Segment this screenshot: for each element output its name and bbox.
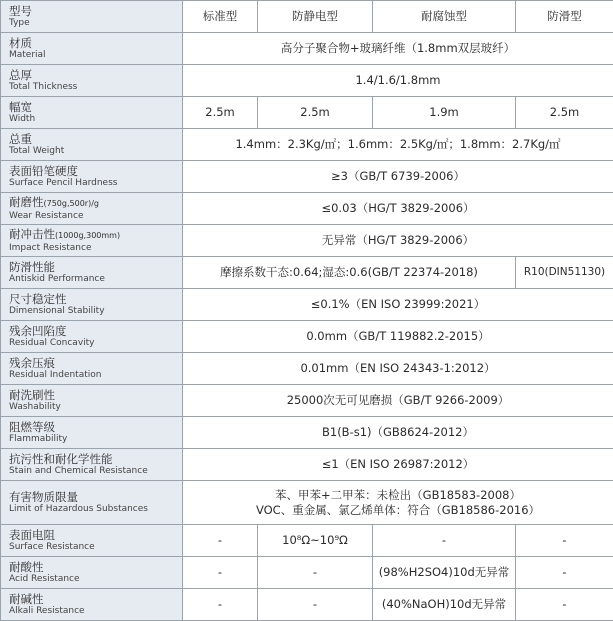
row-label <box>1 257 183 289</box>
row-label <box>1 525 183 557</box>
row-material <box>1 33 613 65</box>
label-zh-note: (1000g,300mm) <box>55 231 120 240</box>
label-en: Flammability <box>9 434 182 445</box>
label-zh-main: 耐冲击性 <box>9 227 55 241</box>
label-en: Acid Resistance <box>9 574 182 585</box>
label-zh: 抗污性和耐化学性能 <box>9 452 182 466</box>
label-en: Wear Resistance <box>9 211 182 222</box>
label-en: Washability <box>9 402 182 413</box>
row-label <box>1 289 183 321</box>
cell-antiskid: - <box>516 525 613 557</box>
row-label <box>1 193 183 225</box>
row-antiskid <box>1 257 613 289</box>
row-surface-resistance <box>1 525 613 557</box>
row-dimensional-stability <box>1 289 613 321</box>
cell-antiskid: R10(DIN51130) <box>516 257 613 289</box>
row-wear <box>1 193 613 225</box>
cell-antistatic: - <box>258 589 373 621</box>
cell-antiskid: - <box>516 557 613 589</box>
label-en: Stain and Chemical Resistance <box>9 466 182 477</box>
row-flammability <box>1 417 613 449</box>
value-line: 苯、甲苯+二甲苯：未检出（GB18583-2008） <box>183 488 613 503</box>
label-zh: 总重 <box>9 132 182 146</box>
label-en: Surface Resistance <box>9 542 182 553</box>
cell-antistatic: 10⁸Ω~10⁹Ω <box>258 525 373 557</box>
row-impact <box>1 225 613 257</box>
label-zh: 型号 <box>9 4 182 18</box>
label-en: Total Thickness <box>9 82 182 93</box>
row-label <box>1 417 183 449</box>
label-en: Impact Resistance <box>9 243 182 254</box>
header-row <box>1 1 613 33</box>
cell-antistatic: 2.5m <box>258 97 373 129</box>
label-en: Width <box>9 114 182 125</box>
cell-corrosion: (98%H2SO4)10d无异常 <box>373 557 516 589</box>
row-value: ≤0.03（HG/T 3829-2006） <box>183 193 613 225</box>
row-label <box>1 385 183 417</box>
cell-corrosion: - <box>373 525 516 557</box>
row-value: 1.4mm：2.3Kg/㎡；1.6mm：2.5Kg/㎡；1.8mm：2.7Kg/㎡ <box>183 129 613 161</box>
row-value: 25000次无可见磨损（GB/T 9266-2009） <box>183 385 613 417</box>
row-label <box>1 1 183 33</box>
label-zh: 防滑性能 <box>9 260 182 274</box>
cell-standard: - <box>183 589 258 621</box>
label-zh-note: (750g,500r)/g <box>44 199 99 208</box>
label-zh: 有害物质限量 <box>9 490 182 504</box>
cell-antiskid: - <box>516 589 613 621</box>
row-label <box>1 129 183 161</box>
row-label <box>1 557 183 589</box>
row-width <box>1 97 613 129</box>
row-value: ≥3（GB/T 6739-2006） <box>183 161 613 193</box>
row-value: 高分子聚合物+玻璃纤维（1.8mm双层玻纤） <box>183 33 613 65</box>
label-en: Total Weight <box>9 146 182 157</box>
row-weight <box>1 129 613 161</box>
label-zh: 表面电阻 <box>9 528 182 542</box>
label-zh: 总厚 <box>9 68 182 82</box>
col-header-corrosion: 耐腐蚀型 <box>373 1 516 33</box>
label-en: Residual Indentation <box>9 370 182 381</box>
col-header-antiskid: 防滑型 <box>516 1 613 33</box>
label-zh: 残余凹陷度 <box>9 324 182 338</box>
cell-standard: 2.5m <box>183 97 258 129</box>
row-residual-concavity <box>1 321 613 353</box>
row-value <box>183 481 613 525</box>
row-label <box>1 449 183 481</box>
label-zh: 耐碱性 <box>9 592 182 606</box>
row-alkali-resistance <box>1 589 613 621</box>
label-en: Type <box>9 18 182 29</box>
row-value: 0.01mm（EN ISO 24343-1:2012） <box>183 353 613 385</box>
row-value: 0.0mm（GB/T 119882.2-2015） <box>183 321 613 353</box>
row-value: ≤1（EN ISO 26987:2012） <box>183 449 613 481</box>
row-label <box>1 589 183 621</box>
row-label <box>1 65 183 97</box>
row-label <box>1 321 183 353</box>
row-thickness <box>1 65 613 97</box>
row-label <box>1 481 183 525</box>
row-label <box>1 353 183 385</box>
row-label <box>1 225 183 257</box>
label-zh: 残余压痕 <box>9 356 182 370</box>
row-label <box>1 97 183 129</box>
row-value: B1(B-s1)（GB8624-2012） <box>183 417 613 449</box>
row-label <box>1 33 183 65</box>
label-en: Alkali Resistance <box>9 606 182 617</box>
row-pencil-hardness <box>1 161 613 193</box>
cell-corrosion: (40%NaOH)10d无异常 <box>373 589 516 621</box>
row-hazardous <box>1 481 613 525</box>
cell-antiskid: 2.5m <box>516 97 613 129</box>
row-value: 1.4/1.6/1.8mm <box>183 65 613 97</box>
label-zh: 耐酸性 <box>9 560 182 574</box>
row-washability <box>1 385 613 417</box>
label-en: Antiskid Performance <box>9 274 182 285</box>
label-zh: 尺寸稳定性 <box>9 292 182 306</box>
label-en: Limit of Hazardous Substances <box>9 504 182 515</box>
cell-standard: - <box>183 525 258 557</box>
col-header-antistatic: 防静电型 <box>258 1 373 33</box>
label-en: Surface Pencil Hardness <box>9 178 182 189</box>
label-zh: 阻燃等级 <box>9 420 182 434</box>
label-zh <box>9 195 182 211</box>
row-value: 摩擦系数干态:0.64;湿态:0.6(GB/T 22374-2018) <box>183 257 516 289</box>
row-acid-resistance <box>1 557 613 589</box>
row-stain-chemical <box>1 449 613 481</box>
cell-antistatic: - <box>258 557 373 589</box>
label-en: Residual Concavity <box>9 338 182 349</box>
col-header-standard: 标准型 <box>183 1 258 33</box>
cell-standard: - <box>183 557 258 589</box>
label-zh: 耐洗刷性 <box>9 388 182 402</box>
label-en: Dimensional Stability <box>9 306 182 317</box>
label-zh: 幅宽 <box>9 100 182 114</box>
row-label <box>1 161 183 193</box>
label-zh <box>9 227 182 243</box>
label-en: Material <box>9 50 182 61</box>
value-line: VOC、重金属、氯乙烯单体：符合（GB18586-2016） <box>183 503 613 518</box>
label-zh-main: 耐磨性 <box>9 195 44 209</box>
label-zh: 表面铅笔硬度 <box>9 164 182 178</box>
row-value: ≤0.1%（EN ISO 23999:2021） <box>183 289 613 321</box>
label-zh: 材质 <box>9 36 182 50</box>
row-value: 无异常（HG/T 3829-2006） <box>183 225 613 257</box>
row-residual-indentation <box>1 353 613 385</box>
cell-corrosion: 1.9m <box>373 97 516 129</box>
